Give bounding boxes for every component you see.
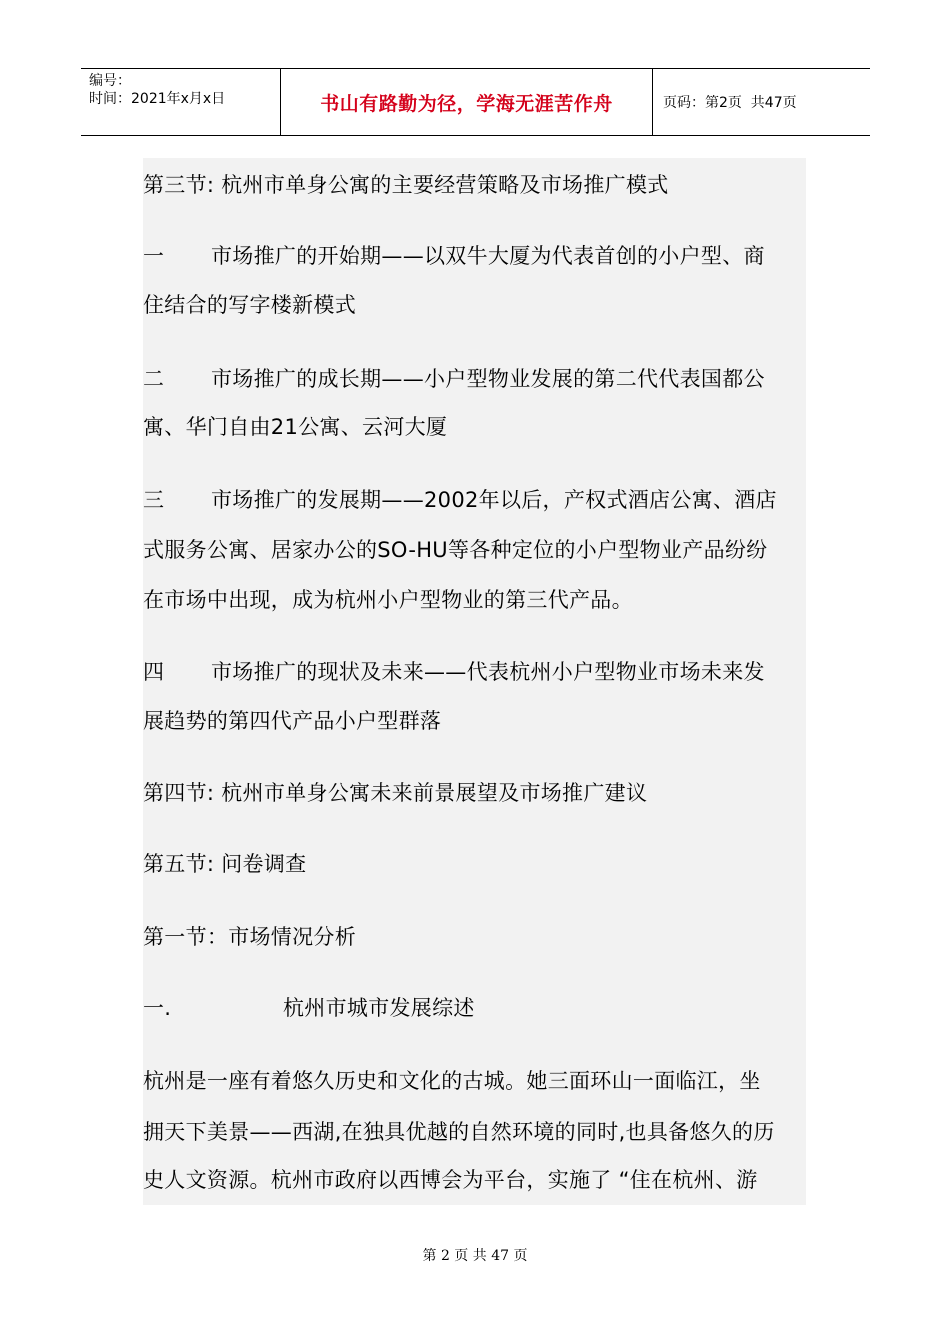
document-time-label: 时间：2021年x月x日 [89, 91, 226, 107]
header-right-cell [653, 69, 870, 135]
header-page-indicator: 页码：第2页 共47页 [663, 95, 797, 111]
document-number-label: 编号： [89, 73, 131, 89]
paragraph-line: 展趋势的第四代产品小户型群落 [143, 709, 442, 733]
header-middle-cell [281, 69, 653, 135]
header-motto: 书山有路勤为径，学海无涯苦作舟 [320, 92, 613, 115]
paragraph-line: 在市场中出现，成为杭州小户型物业的第三代产品。 [143, 588, 633, 612]
numbered-item: 一. 杭州市城市发展综述 [143, 996, 475, 1020]
item-number: 一 [143, 244, 165, 268]
section-heading: 第四节: 杭州市单身公寓未来前景展望及市场推广建议 [143, 781, 648, 805]
numbered-item: 一 市场推广的开始期——以双牛大厦为代表首创的小户型、商 [143, 244, 765, 268]
section-heading: 第一节：市场情况分析 [143, 925, 356, 949]
page-footer: 第 2 页 共 47 页 [422, 1248, 528, 1264]
paragraph-line: 拥天下美景——西湖,在独具优越的自然环境的同时,也具备悠久的历 [143, 1120, 775, 1144]
item-number: 三 [143, 488, 165, 512]
item-number: 四 [143, 660, 165, 684]
paragraph-line: 寓、华门自由21公寓、云河大厦 [143, 415, 448, 439]
paragraph-line: 住结合的写字楼新模式 [143, 293, 356, 317]
paragraph-line: 杭州是一座有着悠久历史和文化的古城。她三面环山一面临江，坐 [143, 1069, 761, 1093]
header-table [81, 68, 870, 136]
numbered-item: 四 市场推广的现状及未来——代表杭州小户型物业市场未来发 [143, 660, 765, 684]
section-heading: 第五节: 问卷调查 [143, 852, 307, 876]
header-left-cell [81, 69, 281, 135]
paragraph-line: 式服务公寓、居家办公的SO-HU等各种定位的小户型物业产品纷纷 [143, 538, 768, 562]
numbered-item: 三 市场推广的发展期——2002年以后，产权式酒店公寓、酒店 [143, 488, 777, 512]
item-number: 一. [143, 996, 172, 1020]
numbered-item: 二 市场推广的成长期——小户型物业发展的第二代代表国都公 [143, 367, 765, 391]
section-heading: 第三节: 杭州市单身公寓的主要经营策略及市场推广模式 [143, 173, 669, 197]
item-number: 二 [143, 367, 165, 391]
paragraph-line: 史人文资源。杭州市政府以西博会为平台，实施了 “住在杭州、游 [143, 1168, 758, 1192]
